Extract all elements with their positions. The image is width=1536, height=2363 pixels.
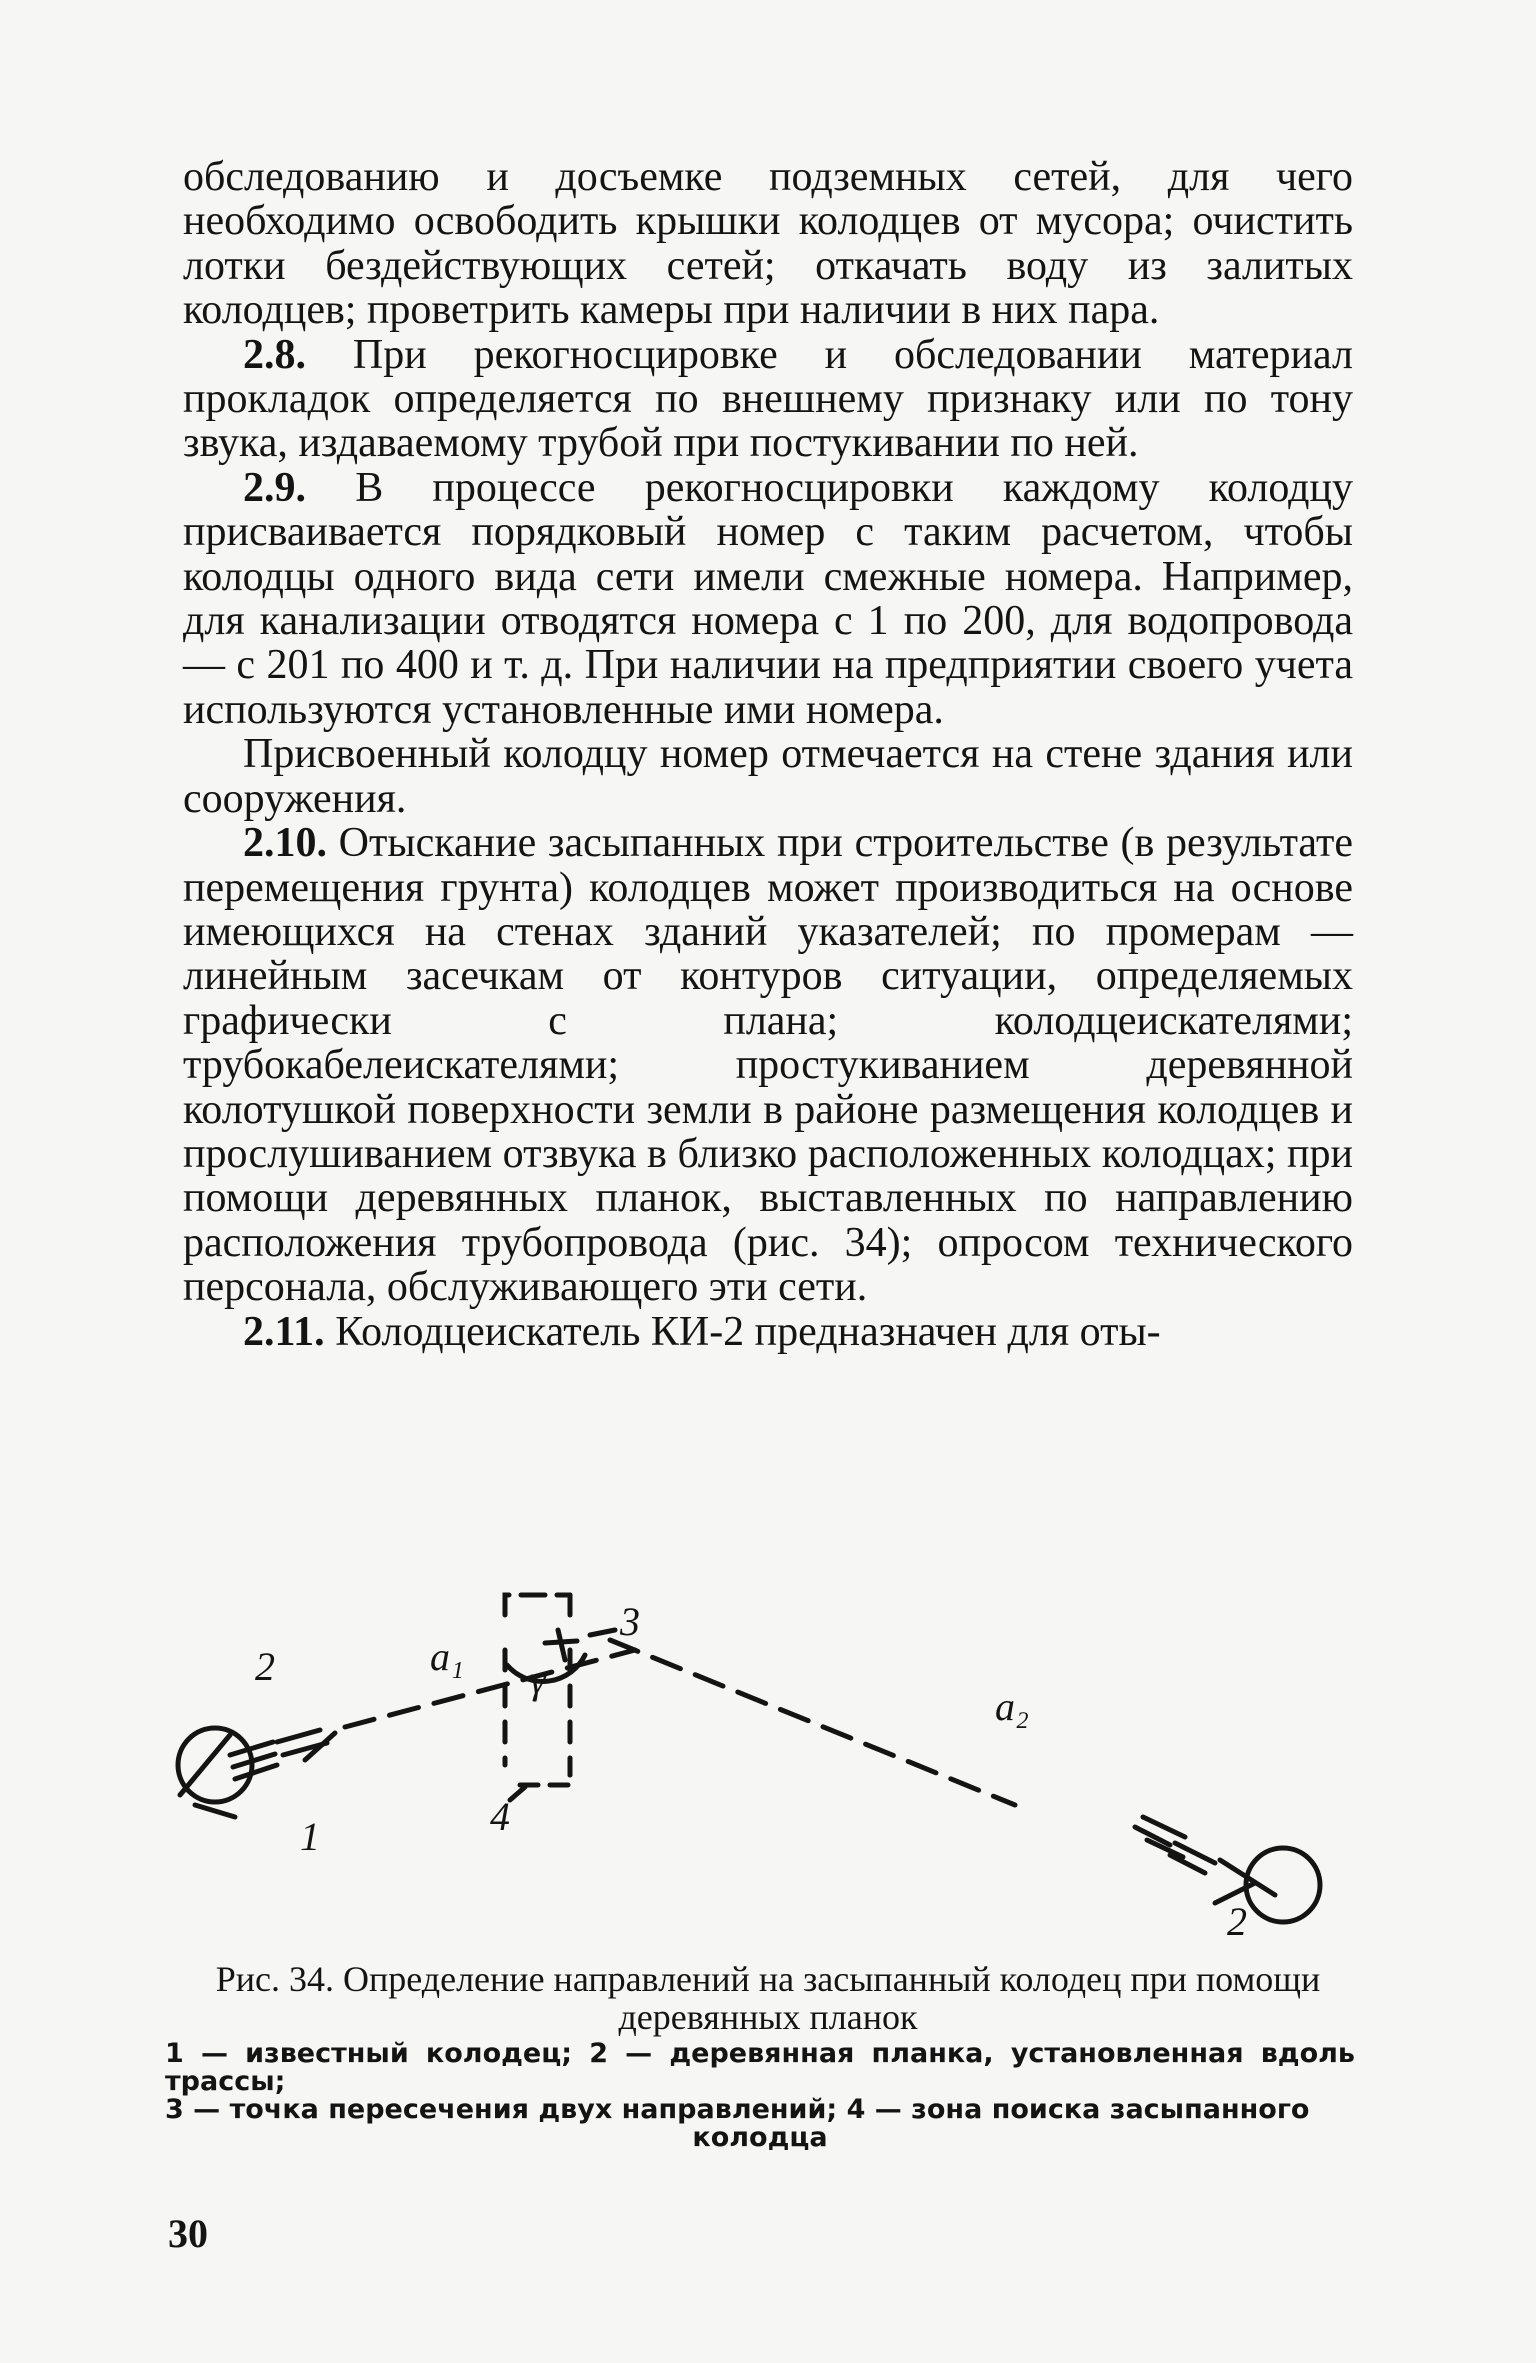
figure-34-diagram (165, 1555, 1365, 1975)
label-2-left: 2 (255, 1644, 275, 1689)
section-number: 2.11. (243, 1308, 325, 1355)
section-number: 2.8. (243, 331, 306, 378)
search-zone-box (505, 1595, 570, 1615)
paragraph-text: обследованию и досъемке подземных сетей, для чего необходимо освободить крышки колодцев от мусора; очистить лотки бездействующих сетей; откачать воду из залитых колодцев; проветрить камеры при наличии в них пара. (183, 154, 1353, 334)
figure-caption: Рис. 34. Определение направлений на засыпанный колодец при помощи деревянных планок (215, 1959, 1321, 2037)
section-number: 2.10. (243, 820, 327, 867)
legend-line: колодца (692, 2122, 828, 2153)
paragraph-text: В процессе рекогносцировки каждому колодцу присваивается порядковый номер с таким расчетом, чтобы колодцы одного вида сети имели смежные номера. Например, для канализации отводятся номера с 1 по 200, для водопровода — с 201 по 400 и т. д. При наличии на предприятии своего учета используются установленные ими номера. (183, 464, 1353, 733)
angle-arc (507, 1655, 585, 1681)
section-number: 2.9. (243, 464, 306, 511)
paragraph-2-10 (183, 821, 1353, 1309)
search-zone-box (520, 1770, 570, 1785)
figure-legend (165, 2040, 1355, 2152)
label-1-leader (195, 1805, 235, 1817)
label-3-leader (590, 1630, 615, 1635)
direction-line-a2 (610, 1640, 1015, 1805)
paragraph-text: Колодцеискатель КИ-2 предназначен для оты- (324, 1308, 1161, 1355)
paragraph-text: Отыскание засыпанных при строительстве (в результате перемещения грунта) колодцев может производиться на основе имеющихся на стенах зданий указателей; по промерам — линейным засечкам от контуров ситуации, определяемых графически с плана; колодцеискателями; трубокабелеискателями; простукиванием деревянной колотушкой поверхности земли в районе размещения колодцев и прослушиванием отзвука в близко расположенных колодцах; при помощи деревянных планок, выставленных по направлению расположения трубопровода (рис. 34); опросом технического персонала, обслуживающего эти сети. (183, 820, 1353, 1311)
label-a1: a₁ (430, 1634, 464, 1679)
plank-left (277, 1730, 320, 1742)
label-1: 1 (300, 1814, 320, 1859)
label-2-right: 2 (1227, 1899, 1247, 1944)
body-text (183, 155, 1353, 1354)
intersection-point (545, 1641, 577, 1643)
label-4-leader (510, 1787, 525, 1800)
paragraph-continuation (183, 155, 1353, 333)
well-direction-diagram (165, 1555, 1365, 1975)
paragraph-text: Присвоенный колодцу номер отмечается на стене здания или сооружения. (183, 731, 1353, 822)
label-a2: a₂ (995, 1684, 1029, 1729)
label-4: 4 (490, 1794, 510, 1839)
paragraph-2-8 (183, 333, 1353, 466)
legend-line: 3 — точка пересечения двух направлений; 4 — зона поиска засыпанного (165, 2094, 1310, 2125)
label-3: 3 (620, 1599, 640, 1644)
label-gamma: γ (530, 1657, 546, 1702)
legend-line: 1 — известный колодец; 2 — деревянная планка, установленная вдоль трассы; (165, 2038, 1355, 2097)
page-number: 30 (168, 2211, 208, 2256)
paragraph-2-9 (183, 466, 1353, 732)
paragraph-text: При рекогносцировке и обследовании материал прокладок определяется по внешнему признаку или по тону звука, издаваемому трубой при постукивании по ней. (183, 331, 1353, 467)
paragraph-numbering-note (183, 732, 1353, 821)
intersection-point (558, 1630, 565, 1660)
direction-line-a1 (345, 1650, 635, 1727)
plank-left (235, 1765, 277, 1779)
paragraph-2-11 (183, 1310, 1353, 1354)
